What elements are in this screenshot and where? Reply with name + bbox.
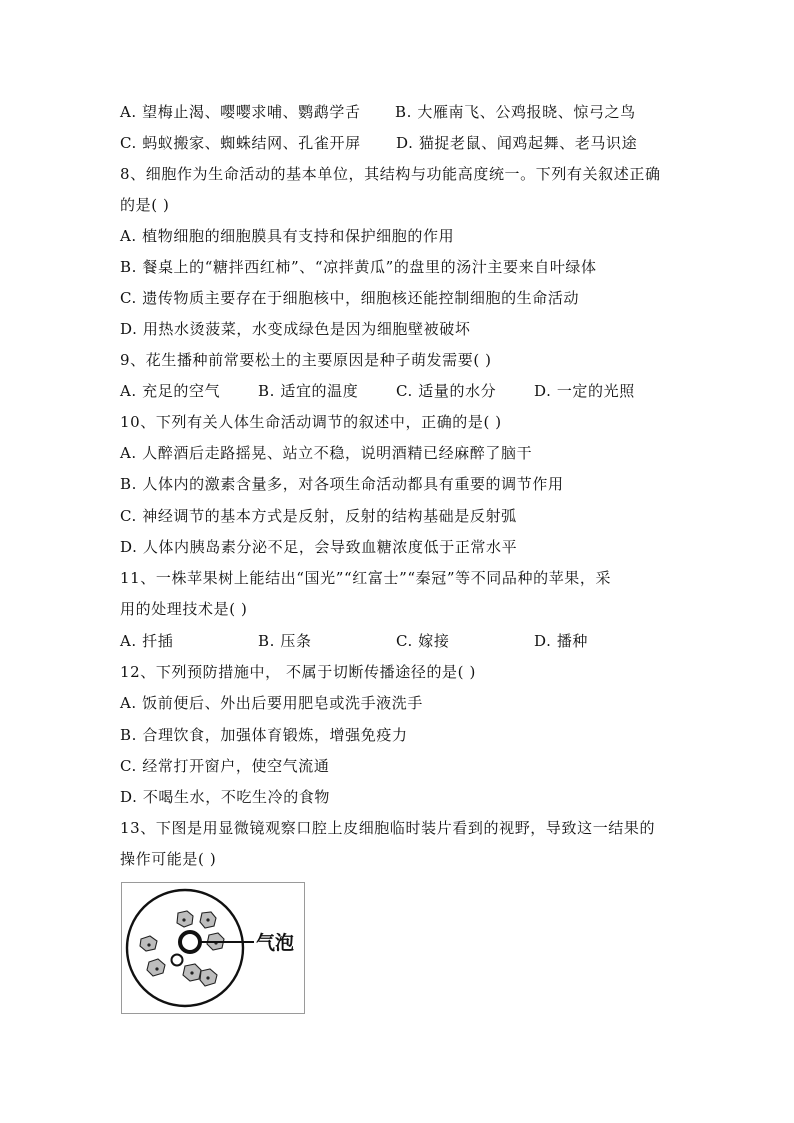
q12-option-c: C. 经常打开窗户，使空气流通	[120, 757, 330, 775]
q9-option-c: C. 适量的水分	[396, 382, 497, 400]
cell	[147, 959, 165, 976]
q9-stem: 9、花生播种前常要松土的主要原因是种子萌发需要( )	[120, 351, 492, 369]
bubble-label: 气泡	[256, 932, 295, 954]
q13-stem-line-2: 操作可能是( )	[120, 850, 217, 868]
q9-option-d: D. 一定的光照	[534, 382, 635, 400]
q8-stem-line-1: 8、细胞作为生命活动的基本单位，其结构与功能高度统一。下列有关叙述正确	[120, 165, 661, 183]
q11-option-d: D. 播种	[534, 632, 589, 650]
q10-stem: 10、下列有关人体生命活动调节的叙述中，正确的是( )	[120, 413, 502, 431]
q8-option-c: C. 遗传物质主要存在于细胞核中，细胞核还能控制细胞的生命活动	[120, 289, 580, 307]
microscope-field-illustration	[122, 883, 304, 1013]
q7-option-c: C. 蚂蚁搬家、蜘蛛结网、孔雀开屏	[120, 134, 361, 152]
q11-stem-line-2: 用的处理技术是( )	[120, 600, 248, 618]
q9-option-b: B. 适宜的温度	[258, 382, 359, 400]
q8-stem-line-2: 的是( )	[120, 196, 170, 214]
q12-option-b: B. 合理饮食，加强体育锻炼，增强免疫力	[120, 726, 408, 744]
q10-option-c: C. 神经调节的基本方式是反射，反射的结构基础是反射弧	[120, 507, 517, 525]
q12-stem: 12、下列预防措施中， 不属于切断传播途径的是( )	[120, 663, 476, 681]
air-bubble-small	[172, 955, 183, 966]
microscope-field-figure	[121, 882, 305, 1014]
q7-option-d: D. 猫捉老鼠、闻鸡起舞、老马识途	[396, 134, 638, 152]
q7-option-b: B. 大雁南飞、公鸡报晓、惊弓之鸟	[395, 103, 636, 121]
q12-option-a: A. 饭前便后、外出后要用肥皂或洗手液洗手	[120, 694, 423, 712]
q10-option-d: D. 人体内胰岛素分泌不足，会导致血糖浓度低于正常水平	[120, 538, 518, 556]
q8-option-d: D. 用热水烫菠菜，水变成绿色是因为细胞壁被破坏	[120, 320, 471, 338]
air-bubble-large	[180, 932, 200, 952]
q10-option-a: A. 人醉酒后走路摇晃、站立不稳，说明酒精已经麻醉了脑干	[120, 444, 533, 462]
q10-option-b: B. 人体内的激素含量多，对各项生命活动都具有重要的调节作用	[120, 475, 564, 493]
q7-option-a: A. 望梅止渴、嘤嘤求哺、鹦鹉学舌	[120, 103, 361, 121]
q11-stem-line-1: 11、一株苹果树上能结出“国光”“红富士”“秦冠”等不同品种的苹果，采	[120, 569, 612, 587]
q9-option-a: A. 充足的空气	[120, 382, 221, 400]
q11-option-a: A. 扦插	[120, 632, 174, 650]
q11-option-c: C. 嫁接	[396, 632, 450, 650]
q8-option-b: B. 餐桌上的“糖拌西红柿”、“凉拌黄瓜”的盘里的汤汁主要来自叶绿体	[120, 258, 597, 276]
q13-stem-line-1: 13、下图是用显微镜观察口腔上皮细胞临时装片看到的视野，导致这一结果的	[120, 819, 656, 837]
q11-option-b: B. 压条	[258, 632, 312, 650]
q12-option-d: D. 不喝生水，不吃生冷的食物	[120, 788, 331, 806]
q8-option-a: A. 植物细胞的细胞膜具有支持和保护细胞的作用	[120, 227, 455, 245]
